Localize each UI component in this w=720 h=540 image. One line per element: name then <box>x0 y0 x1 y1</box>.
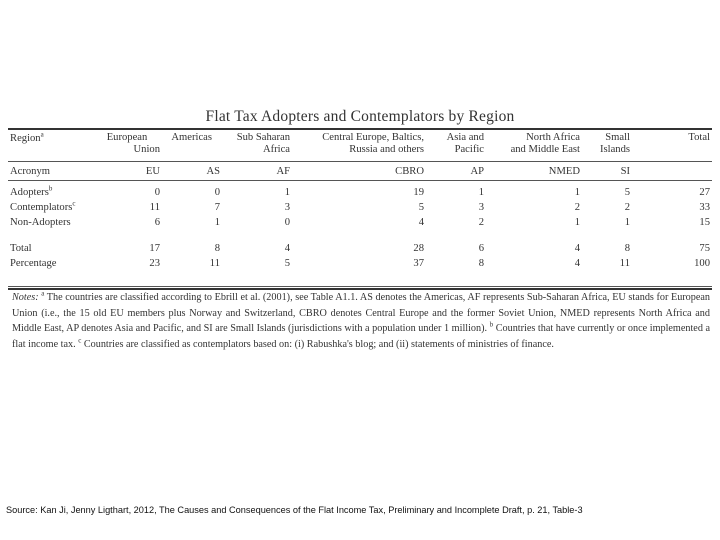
table-cell: 1 <box>574 217 580 228</box>
table-cell: 1 <box>478 187 484 198</box>
table-cell: 0 <box>284 217 290 228</box>
top-rule <box>8 128 712 130</box>
row-label: Adopters$^b$ <box>10 184 53 198</box>
table-cell: 4 <box>284 243 290 254</box>
row-label: Total <box>10 243 32 254</box>
table-cell: 6 <box>478 243 484 254</box>
acronym-label: Acronym <box>10 166 51 177</box>
col-as-header: Americas <box>171 132 212 143</box>
col-af-header: Sub Saharan Africa <box>236 132 290 155</box>
table-cell: 28 <box>413 243 424 254</box>
row-label: Non-Adopters <box>10 217 71 228</box>
notes-top-rule <box>8 288 712 290</box>
table-cell: 1 <box>214 217 220 228</box>
table-cell: 7 <box>214 202 220 213</box>
col-nmed-header: North Africa and Middle East <box>510 132 580 155</box>
table-cell: 23 <box>149 258 160 269</box>
table-cell: 8 <box>214 243 220 254</box>
table-cell: 17 <box>149 243 160 254</box>
table-cell: 19 <box>413 187 424 198</box>
table-cell: 6 <box>154 217 160 228</box>
table-cell: 15 <box>699 217 710 228</box>
table-cell: 8 <box>624 243 630 254</box>
table-cell: 4 <box>574 243 580 254</box>
table-cell: 2 <box>574 202 580 213</box>
table-cell: 75 <box>699 243 710 254</box>
table-cell: 4 <box>418 217 424 228</box>
table-cell: 100 <box>694 258 710 269</box>
acronym-si: SI <box>620 166 630 177</box>
region-header: Region$^a$ <box>10 130 44 144</box>
header-rule-2 <box>8 180 712 181</box>
table-cell: 0 <box>214 187 220 198</box>
table-notes: Notes: $^a$ The countries are classified according to Ebrill et al. (2001), see Table A1.1. AS denotes the Americas, AF represents Sub-Saharan Africa, EU stands for European Union (i.e., the 15 old EU members plus Norway and Switzerland, CBRO denotes Central Europe and the former Soviet Union, NMED represents North Africa and Middle East, AP denotes Asia and Pacific, and SI are Small Islands (jurisdictions with a population under 1 million). $^b$ Countries that have currently or once implemented a flat income tax. $^c$ Countries are classified as contemplators based on: (i) Rabushka's blog; and (ii) statements of ministries of finance. <box>12 289 711 350</box>
table-cell: 8 <box>478 258 484 269</box>
col-ap-header: Asia and Pacific <box>446 132 484 155</box>
table-cell: 5 <box>624 187 630 198</box>
table-cell: 37 <box>413 258 424 269</box>
acronym-ap: AP <box>470 166 484 177</box>
table-cell: 11 <box>619 258 630 269</box>
table-cell: 27 <box>699 187 710 198</box>
row-label: Contemplators$^c$ <box>10 199 76 213</box>
table-title: Flat Tax Adopters and Contemplators by Region <box>205 108 515 125</box>
acronym-af: AF <box>276 166 290 177</box>
table-cell: 3 <box>284 202 290 213</box>
acronym-cbro: CBRO <box>395 166 424 177</box>
col-si-header: Small Islands <box>599 132 630 155</box>
table-cell: 11 <box>149 202 160 213</box>
table-cell: 2 <box>478 217 484 228</box>
acronym-eu: EU <box>145 166 160 177</box>
table-cell: 0 <box>154 187 160 198</box>
col-total-header: Total <box>688 132 710 143</box>
table-cell: 2 <box>624 202 630 213</box>
acronym-nmed: NMED <box>548 166 580 177</box>
source-citation: Source: Kan Ji, Jenny Ligthart, 2012, The Causes and Consequences of the Flat Income Tax, Preliminary and Incomplete Draft, p. 21, Table-3 <box>6 505 583 515</box>
table-cell: 1 <box>624 217 630 228</box>
col-cbro-header: Central Europe, Baltics, Russia and others <box>322 132 424 155</box>
table-cell: 5 <box>284 258 290 269</box>
table-cell: 33 <box>699 202 710 213</box>
bottom-rule <box>8 286 712 287</box>
table-cell: 4 <box>574 258 580 269</box>
table-cell: 3 <box>478 202 484 213</box>
acronym-as: AS <box>206 166 220 177</box>
table-cell: 5 <box>418 202 424 213</box>
header-rule-1 <box>8 161 712 162</box>
col-eu-header: European Union <box>106 132 160 155</box>
table-cell: 11 <box>209 258 220 269</box>
table-cell: 1 <box>284 187 290 198</box>
table-cell: 1 <box>574 187 580 198</box>
row-label: Percentage <box>10 258 57 269</box>
